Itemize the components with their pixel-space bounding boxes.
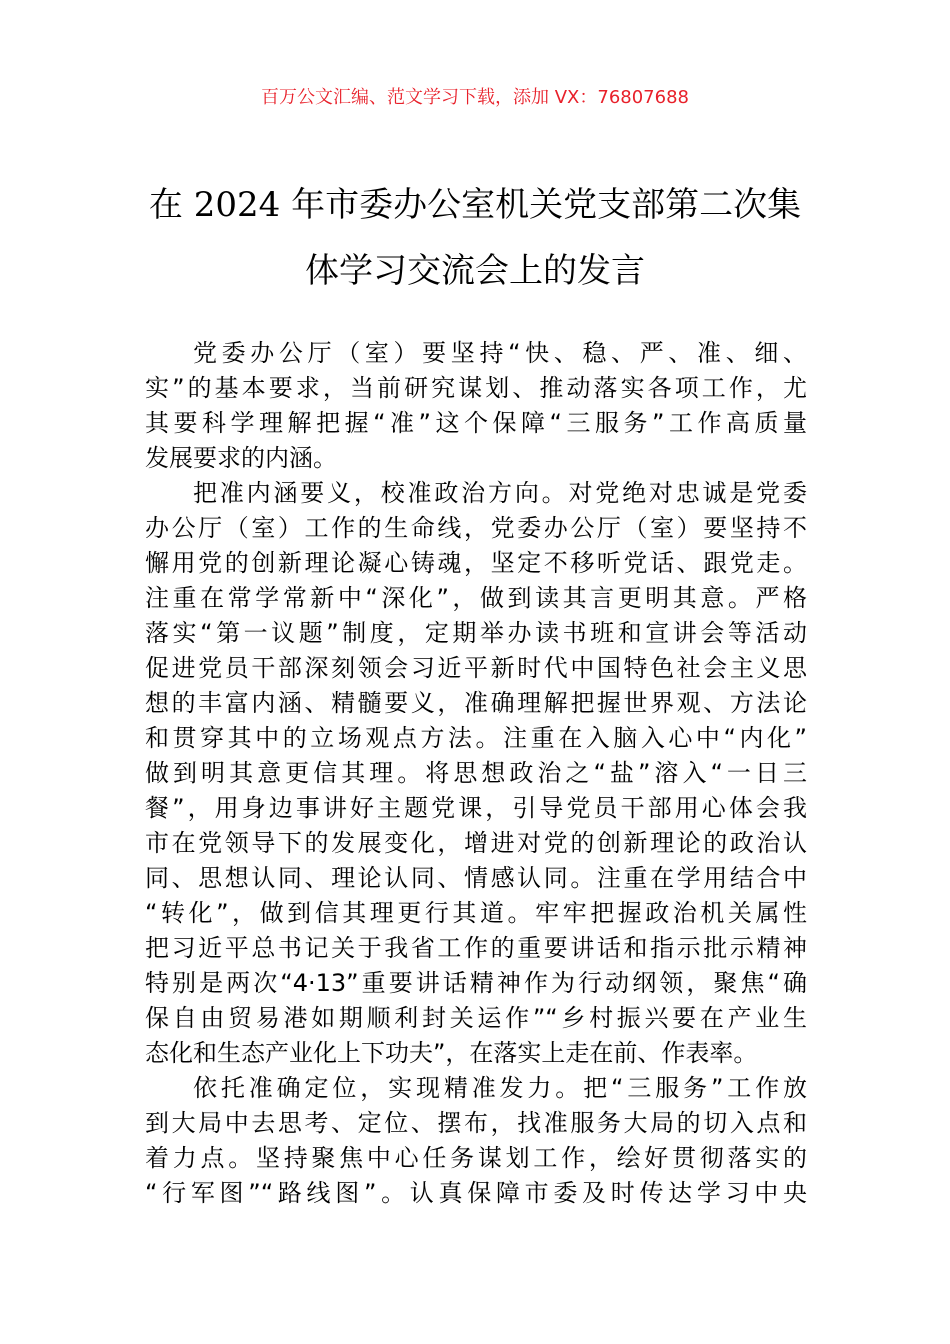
- text-line: 实”的基本要求，当前研究谋划、推动落实各项工作，尤: [145, 374, 807, 402]
- text-line: 同、思想认同、理论认同、情感认同。注重在学用结合中: [145, 864, 807, 892]
- text-line: 保自由贸易港如期顺利封关运作”“乡村振兴要在产业生: [145, 1004, 807, 1032]
- paragraph-1: [145, 336, 807, 476]
- text-line: 依托准确定位，实现精准发力。把“三服务”工作放: [193, 1074, 807, 1102]
- text-line: “转化”，做到信其理更行其道。牢牢把握政治机关属性: [145, 899, 807, 927]
- text-line: 把习近平总书记关于我省工作的重要讲话和指示批示精神: [145, 934, 807, 962]
- text-line: 党委办公厅（室）要坚持“快、稳、严、准、细、: [193, 339, 807, 367]
- header-note: 百万公文汇编、范文学习下载，添加 VX：76807688: [261, 87, 689, 108]
- paragraph-2: [145, 476, 807, 1071]
- text-line: “行军图”“路线图”。认真保障市委及时传达学习中央: [145, 1179, 807, 1207]
- text-line: 着力点。坚持聚焦中心任务谋划工作，绘好贯彻落实的: [145, 1144, 807, 1172]
- paragraph-3: [145, 1071, 807, 1211]
- text-line: 落实“第一议题”制度，定期举办读书班和宣讲会等活动: [145, 619, 807, 647]
- text-line: 态化和生态产业化上下功夫”，在落实上走在前、作表率。: [145, 1039, 758, 1067]
- text-line: 注重在常学常新中“深化”，做到读其言更明其意。严格: [145, 584, 807, 612]
- title-line: 体学习交流会上的发言: [305, 251, 645, 291]
- text-line: 发展要求的内涵。: [145, 444, 337, 472]
- text-line: 和贯穿其中的立场观点方法。注重在入脑入心中“内化”: [145, 724, 807, 752]
- text-line: 想的丰富内涵、精髓要义，准确理解把握世界观、方法论: [145, 689, 807, 717]
- text-line: 懈用党的创新理论凝心铸魂，坚定不移听党话、跟党走。: [145, 549, 807, 577]
- text-line: 到大局中去思考、定位、摆布，找准服务大局的切入点和: [145, 1109, 807, 1137]
- text-line: 办公厅（室）工作的生命线，党委办公厅（室）要坚持不: [145, 514, 807, 542]
- text-line: 特别是两次“4·13”重要讲话精神作为行动纲领，聚焦“确: [145, 969, 807, 997]
- text-line: 餐”，用身边事讲好主题党课，引导党员干部用心体会我: [145, 794, 807, 822]
- text-line: 促进党员干部深刻领会习近平新时代中国特色社会主义思: [145, 654, 807, 682]
- document-body: [145, 336, 807, 1211]
- text-line: 其要科学理解把握“准”这个保障“三服务”工作高质量: [145, 409, 807, 437]
- text-line: 做到明其意更信其理。将思想政治之“盐”溶入“一日三: [145, 759, 807, 787]
- document-title: [110, 172, 840, 304]
- title-line: 在 2024 年市委办公室机关党支部第二次集: [148, 185, 802, 225]
- text-line: 市在党领导下的发展变化，增进对党的创新理论的政治认: [145, 829, 807, 857]
- text-line: 把准内涵要义，校准政治方向。对党绝对忠诚是党委: [193, 479, 807, 507]
